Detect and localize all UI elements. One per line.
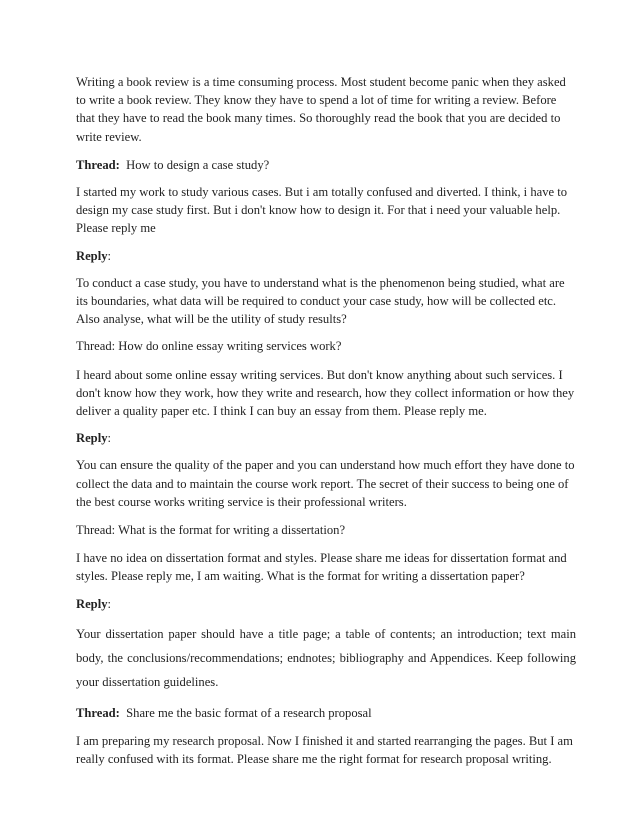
thread-title: How to design a case study? <box>126 157 270 172</box>
reply-answer: You can ensure the quality of the paper and you can understand how much effort they have done to collect the data and to maintain the course work report. The secret of their success to being one of the best course works writing service is their professional writers. <box>76 458 575 509</box>
thread-question: I am preparing my research proposal. Now I finished it and started rearranging the pages. But I am really confused with its format. Please share me the right format for research proposal writing. <box>76 734 573 767</box>
reply-colon: : <box>107 248 111 263</box>
reply-heading <box>76 595 576 613</box>
reply-label: Reply <box>76 596 108 611</box>
reply-colon: : <box>107 596 111 611</box>
reply-heading <box>76 429 576 447</box>
thread-heading: Thread: What is the format for writing a dissertation? <box>76 523 346 538</box>
reply-answer: To conduct a case study, you have to understand what is the phenomenon being studied, what are its boundaries, what data will be required to conduct your case study, how will be collected etc. Also analyse, what will be the utility of study results? <box>76 275 565 327</box>
intro-paragraph: Writing a book review is a time consuming process. Most student become panic when they asked to write a book review. They know they have to spend a lot of time for writing a review. Before that they have to read the book many times. So thoroughly read the book that you are decided to write review. <box>76 75 566 144</box>
reply-heading <box>76 247 576 265</box>
reply-answer: Your dissertation paper should have a title page; a table of contents; an introduction; text main body, the conclusions/recommendations; endnotes; bibliography and Appendices. Keep following your dissertation guidelines. <box>76 626 576 689</box>
thread-heading <box>76 704 576 722</box>
thread-heading <box>76 156 576 174</box>
thread-question: I started my work to study various cases. But i am totally confused and diverted. I think, i have to design my case study first. But i don't know how to design it. For that i need your valuable help. Please reply me <box>76 185 568 236</box>
thread-heading: Thread: How do online essay writing services work? <box>76 339 342 354</box>
thread-label: Thread: <box>76 705 120 720</box>
thread-title: Share me the basic format of a research proposal <box>126 705 372 720</box>
thread-question: I have no idea on dissertation format and styles. Please share me ideas for dissertation format and styles. Please reply me, I am waiting. What is the format for writing a dissertation paper? <box>76 551 567 584</box>
thread-label: Thread: <box>76 157 120 172</box>
thread-question: I heard about some online essay writing services. But don't know anything about such services. I don't know how they work, how they write and research, how they collect information or how they deliver a quality paper etc. I think I can buy an essay from them. Please reply me. <box>76 367 575 419</box>
reply-label: Reply <box>76 248 108 263</box>
reply-colon: : <box>107 431 111 446</box>
reply-label: Reply <box>76 431 108 446</box>
